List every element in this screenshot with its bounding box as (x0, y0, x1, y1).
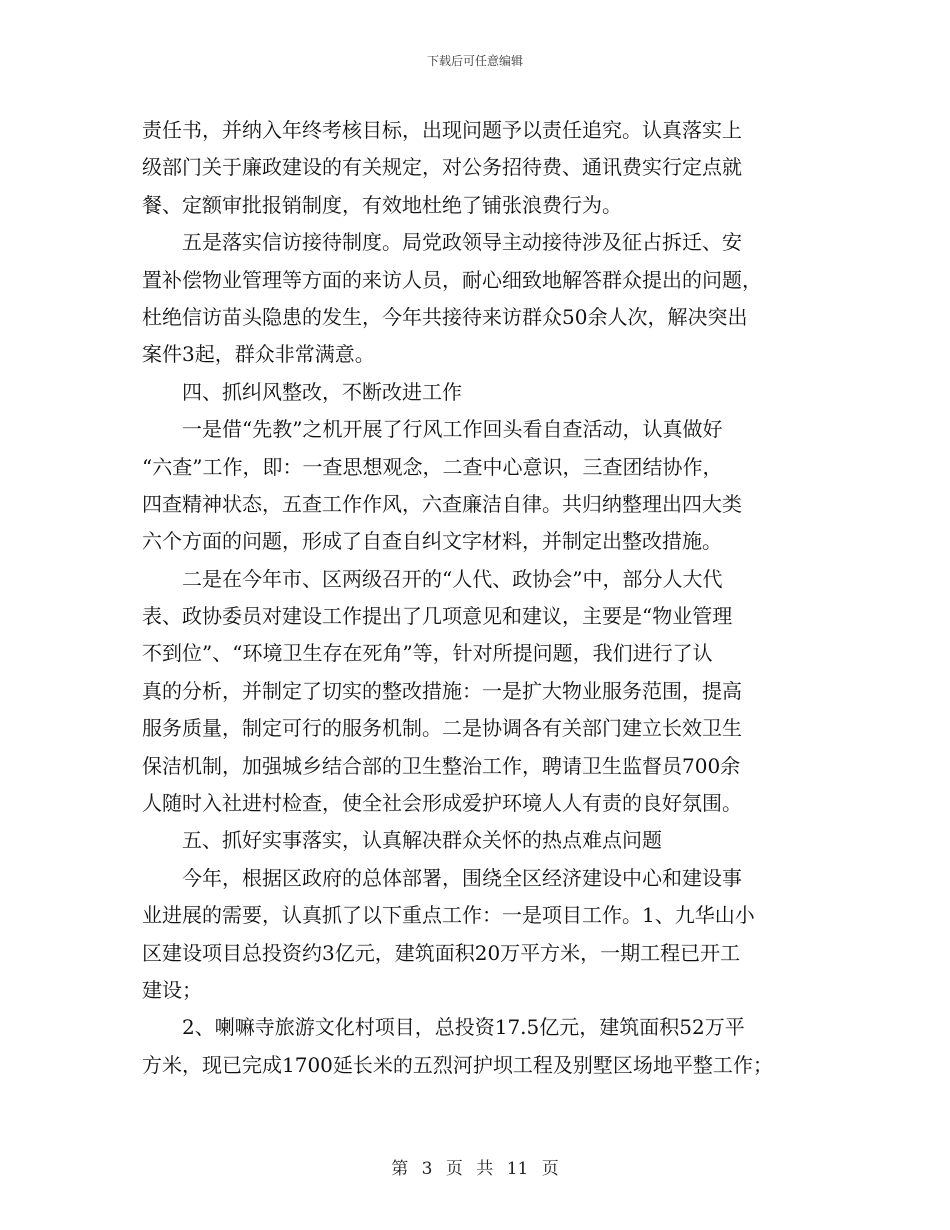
text-line-16: 真的分析，并制定了切实的整改措施：一是扩大物业服务范围，提高 (142, 678, 742, 703)
text-line-24: 建设； (142, 977, 202, 1002)
text-line-23: 区建设项目总投资约3亿元，建筑面积20万平方米，一期工程已开工 (142, 940, 741, 965)
page-header: 下载后可任意编辑 (426, 54, 523, 68)
text-line-6: 杜绝信访苗头隐患的发生，今年共接待来访群众50余人次，解决突出 (142, 304, 748, 329)
text-line-14: 表、政协委员对建设工作提出了几项意见和建议，主要是“物业管理 (142, 604, 733, 629)
text-line-17: 服务质量，制定可行的服务机制。二是协调各有关部门建立长效卫生 (142, 716, 742, 741)
text-line-12: 六个方面的问题，形成了自查自纠文字材料，并制定出整改措施。 (142, 529, 722, 554)
text-line-13: 二是在今年市、区两级召开的“人代、政协会”中，部分人大代 (142, 566, 723, 591)
text-line-25: 2、喇嘛寺旅游文化村项目，总投资17.5亿元，建筑面积52万平 (142, 1015, 745, 1040)
text-line-3: 餐、定额审批报销制度，有效地杜绝了铺张浪费行为。 (142, 192, 622, 217)
text-line-4: 五是落实信访接待制度。局党政领导主动接待涉及征占拆迁、安 (142, 230, 742, 255)
text-line-21: 今年，根据区政府的总体部署，围绕全区经济建设中心和建设事 (142, 865, 742, 890)
text-line-9: 一是借“先教”之机开展了行风工作回头看自查活动，认真做好 (142, 417, 723, 442)
section-heading-5: 五、抓好实事落实，认真解决群众关怀的热点难点问题 (142, 828, 662, 853)
text-line-7: 案件3起，群众非常满意。 (142, 342, 375, 367)
text-line-10: “六查”工作，即：一查思想观念，二查中心意识，三查团结协作， (142, 454, 723, 479)
section-heading-4: 四、抓纠风整改，不断改进工作 (142, 379, 462, 404)
text-line-18: 保洁机制，加强城乡结合部的卫生整治工作，聘请卫生监督员700余 (142, 753, 741, 778)
text-line-2: 级部门关于廉政建设的有关规定，对公务招待费、通讯费实行定点就 (142, 155, 742, 180)
text-line-19: 人随时入社进村检查，使全社会形成爱护环境人人有责的良好氛围。 (142, 791, 742, 816)
text-line-11: 四查精神状态，五查工作作风，六查廉洁自律。共归纳整理出四大类 (142, 491, 742, 516)
text-line-5: 置补偿物业管理等方面的来访人员，耐心细致地解答群众提出的问题， (142, 267, 762, 292)
text-line-26: 方米，现已完成1700延长米的五烈河护坝工程及别墅区场地平整工作； (142, 1052, 773, 1077)
page-number-footer: 第 3 页 共 11 页 (391, 1159, 559, 1179)
text-line-15: 不到位”、“环境卫生存在死角”等，针对所提问题，我们进行了认 (142, 641, 713, 666)
document-body (142, 112, 814, 1084)
text-line-22: 业进展的需要，认真抓了以下重点工作：一是项目工作。1、九华山小 (142, 903, 755, 928)
text-line-1: 责任书，并纳入年终考核目标，出现问题予以责任追究。认真落实上 (142, 118, 742, 142)
